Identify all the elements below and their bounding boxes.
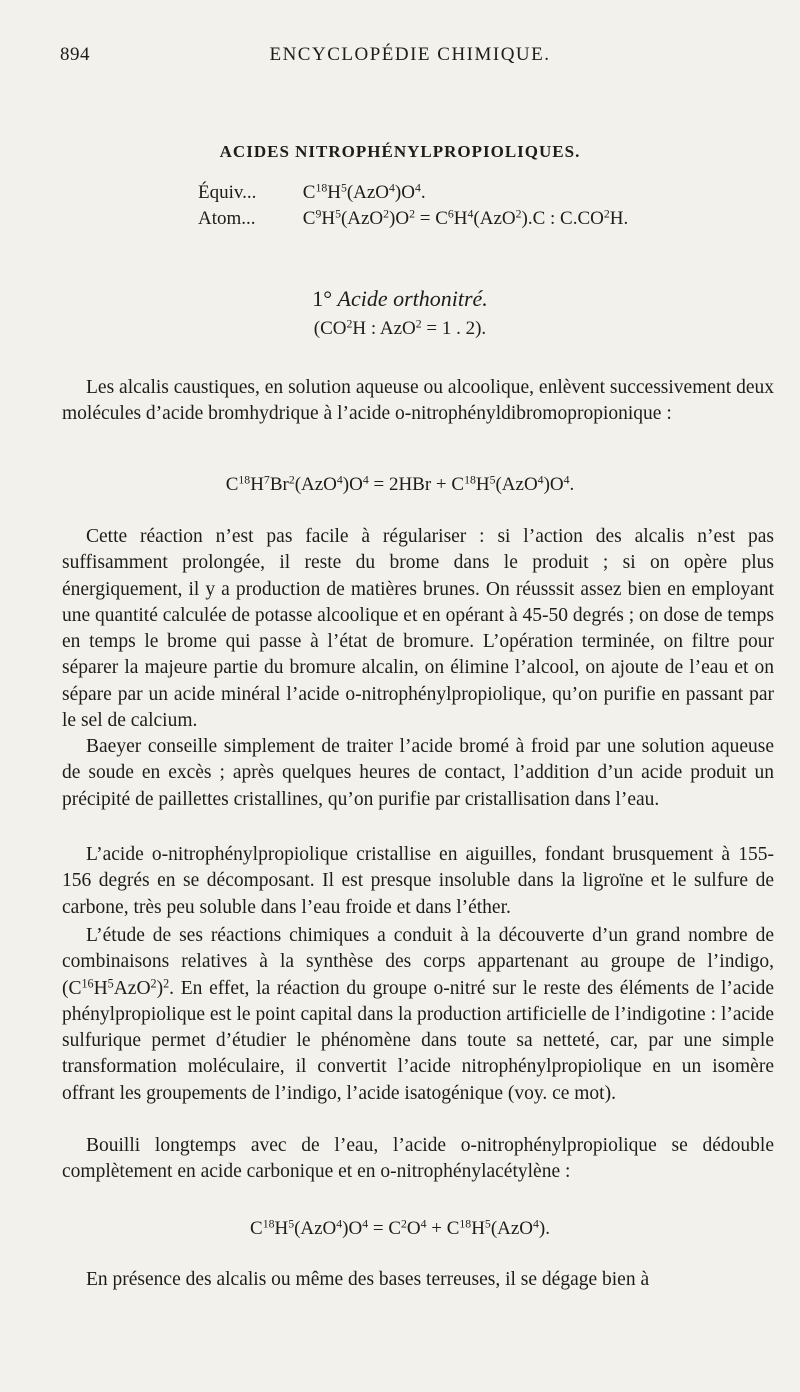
paragraph-6: Bouilli longtemps avec de l’eau, l’acide o-nitrophénylpropiolique se dédouble complètement en acide carbonique et en o-nitrophénylacétylène : xyxy=(62,1135,774,1183)
page-header xyxy=(60,44,760,72)
running-head: ENCYCLOPÉDIE CHIMIQUE. xyxy=(269,44,551,65)
atom-label: Atom... xyxy=(198,208,256,229)
paragraph-1: Les alcalis caustiques, en solution aqueuse ou alcoolique, enlèvent successivement deux molécules d’acide bromhydrique à l’acide o-nitrophényldibromopropionique : xyxy=(62,377,774,425)
paragraph-5: L’étude de ses réactions chimiques a conduit à la découverte d’un grand nombre de combinaisons relatives à la synthèse des corps appartenant au groupe de l’indigo, $(C^{16}H^5AzO^2)^2$. En effet, la réaction du groupe o-nitré sur le reste des éléments de l’acide phénylpropiolique est le point capital dans la production artificielle de l’indigotine : l’acide sulfurique permet d’étudier le phénomène dans toute sa netteté, car, par une simple transformation moléculaire, il convertit l’acide nitrophénylpropiolique en un isomère offrant les groupements de l’indigo, l’acide isatogénique (voy. ce mot). xyxy=(62,925,774,1104)
equation-2: $C^{18}H^5(AzO^4)O^4 = C^2O^4 + C^{18}H^5(AzO^4)$. xyxy=(250,1217,550,1239)
atom-formula-row xyxy=(198,208,628,230)
paragraph-3: Baeyer conseille simplement de traiter l’acide bromé à froid par une solution aqueuse de soude en excès ; après quelques heures de contact, l’addition d’un acide produit un précipité de paillettes cristallines, qu’on purifie par cristallisation dans l’eau. xyxy=(62,736,774,810)
subsection-number: 1° xyxy=(312,286,332,311)
atom-formula: $C^9H^5(AzO^2)O^2 = C^6H^4(AzO^2).C$ : $C.CO^2H$. xyxy=(302,207,629,229)
paragraph-4: L’acide o-nitrophénylpropiolique cristallise en aiguilles, fondant brusquement à 155-156 degrés en se décomposant. Il est presque insoluble dans la ligroïne et le sulfure de carbone, très peu soluble dans l’eau froide et dans l’éther. xyxy=(62,844,774,918)
paragraph-2: Cette réaction n’est pas facile à régulariser : si l’action des alcalis n’est pas suffisamment prolongée, il reste du brome dans le produit ; si on opère plus énergiquement, il y a production de matières brunes. On réusssit assez bien en employant une quantité calculée de potasse alcoolique et en opérant à 45-50 degrés ; on dose de temps en temps le brome qui passe à l’état de bromure. L’opération terminée, on filtre pour séparer la majeure partie du bromure alcalin, on élimine l’alcool, on ajoute de l’eau et on sépare par un acide minéral l’acide o-nitrophénylpropiolique, qu’on purifie en passant par le sel de calcium. xyxy=(62,526,774,732)
equiv-label: Équiv... xyxy=(198,182,257,203)
subsection-title: Acide orthonitré. xyxy=(337,286,488,311)
ratio-formula: ($CO^2H$ : AzO$^2$ = 1 . 2). xyxy=(313,317,487,339)
equiv-formula: $C^{18}H^5(AzO^4)O^4$. xyxy=(302,181,426,203)
equiv-formula-row xyxy=(198,182,426,204)
page-number: 894 xyxy=(60,44,90,65)
subsection-heading xyxy=(0,286,800,312)
section-title: ACIDES NITROPHÉNYLPROPIOLIQUES. xyxy=(219,142,581,161)
equation-1: $C^{18}H^7Br^2(AzO^4)O^4 = 2HBr + C^{18}H^5(AzO^4)O^4$. xyxy=(225,473,575,495)
paragraph-7: En présence des alcalis ou même des bases terreuses, il se dégage bien à xyxy=(86,1269,650,1290)
